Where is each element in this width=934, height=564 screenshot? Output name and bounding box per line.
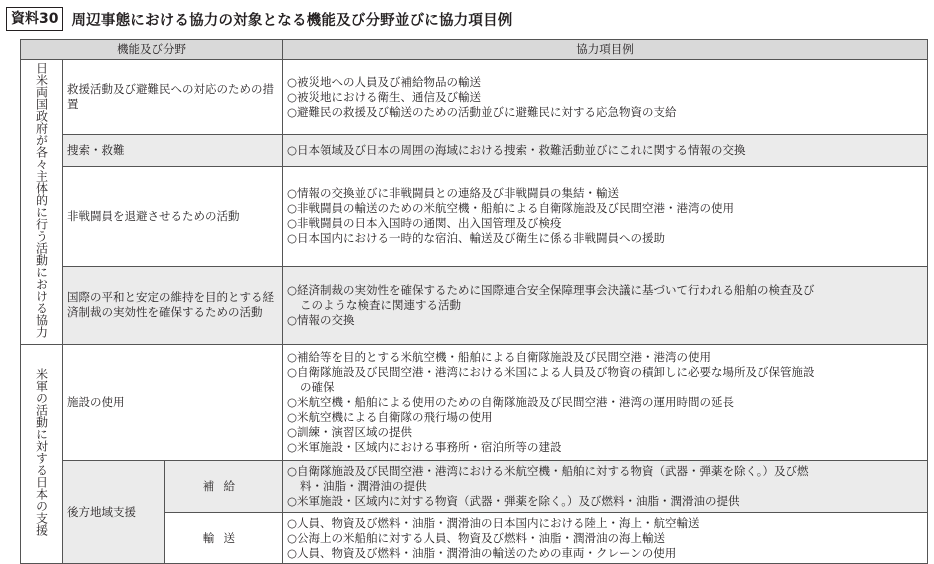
items-cell — [283, 60, 928, 135]
list-item: ○日本国内における一時的な宿泊、輸送及び衛生に係る非戦闘員への援助 — [287, 231, 666, 246]
area-cell: 捜索・救難 — [63, 135, 283, 167]
items-cell — [283, 513, 928, 564]
list-item: ○人員、物資及び燃料・油脂・潤滑油の日本国内における陸上・海上・航空輸送 — [287, 515, 700, 530]
area-cell: 後方地域支援 — [63, 461, 165, 564]
table-row — [21, 461, 928, 513]
section2-label-cell — [21, 345, 63, 564]
items-cell — [283, 167, 928, 267]
list-item: ○米軍施設・区域内における事務所・宿泊所等の建設 — [287, 440, 562, 454]
list-item: ○非戦闘員の輸送のための米航空機・船舶による自衛隊施設及び民間空港・港湾の使用 — [287, 201, 735, 216]
table-row — [21, 135, 928, 167]
area-cell: 施設の使用 — [63, 345, 283, 461]
area-cell: 国際の平和と安定の維持を目的とする経済制裁の実効性を確保するための活動 — [63, 266, 283, 344]
items-cell — [283, 345, 928, 461]
sub-area-supply: 補給 — [165, 461, 283, 513]
list-item: ○被災地への人員及び補給物品の輸送 — [287, 74, 482, 89]
title-row — [6, 6, 512, 32]
list-item: ○米軍施設・区域内に対する物資（武器・弾薬を除く。）及び燃料・油脂・潤滑油の提供 — [287, 494, 740, 508]
items-cell — [283, 266, 928, 344]
table-row — [21, 60, 928, 135]
list-item: ○日本領域及び日本の周囲の海域における捜索・救難活動並びにこれに関する情報の交換 — [287, 143, 746, 158]
table-header — [21, 40, 928, 60]
area-cell: 非戦闘員を退避させるための活動 — [63, 167, 283, 267]
sub-area-transport: 輸送 — [165, 513, 283, 564]
header-functions: 機能及び分野 — [21, 40, 283, 60]
list-item: ○避難民の救援及び輸送のための活動並びに避難民に対する応急物資の支給 — [287, 104, 677, 119]
list-item: ○経済制裁の実効性を確保するために国際連合安全保障理事会決議に基づいて行われる船舶の検査及び — [287, 282, 815, 297]
list-item: の確保 — [300, 380, 335, 394]
area-cell: 救援活動及び避難民への対応のための措置 — [63, 60, 283, 135]
document-label: 資料30 — [6, 7, 63, 31]
table-row — [21, 167, 928, 267]
cooperation-table — [20, 39, 928, 564]
items-cell — [283, 135, 928, 167]
list-item: ○情報の交換 — [287, 312, 355, 327]
list-item: 料・油脂・潤滑油の提供 — [300, 479, 427, 493]
list-item: ○自衛隊施設及び民間空港・港湾における米航空機・船舶に対する物資（武器・弾薬を除く。）及び燃 — [287, 464, 809, 478]
page-title: 周辺事態における協力の対象となる機能及び分野並びに協力項目例 — [71, 12, 513, 29]
list-item: ○米航空機による自衛隊の飛行場の使用 — [287, 410, 493, 424]
list-item: このような検査に関連する活動 — [300, 297, 461, 312]
header-items: 協力項目例 — [283, 40, 928, 60]
list-item: ○非戦闘員の日本入国時の通関、出入国管理及び検疫 — [287, 216, 562, 231]
items-cell — [283, 461, 928, 513]
list-item: ○公海上の米船舶に対する人員、物資及び燃料・油脂・潤滑油の海上輸送 — [287, 530, 666, 545]
section1-label-cell — [21, 60, 63, 345]
list-item: ○被災地における衛生、通信及び輸送 — [287, 89, 482, 104]
list-item: ○自衛隊施設及び民間空港・港湾における米国による人員及び物資の積卸しに必要な場所及び保管施設 — [287, 365, 815, 379]
list-item: ○人員、物資及び燃料・油脂・潤滑油の輸送のための車両・クレーンの使用 — [287, 545, 677, 560]
list-item: ○情報の交換並びに非戦闘員との連絡及び非戦闘員の集結・輸送 — [287, 186, 620, 201]
list-item: ○補給等を目的とする米航空機・船舶による自衛隊施設及び民間空港・港湾の使用 — [287, 350, 712, 364]
section2-label: 米軍の活動に対する日本の支援 — [34, 368, 49, 536]
list-item: ○米航空機・船舶による使用のための自衛隊施設及び民間空港・港湾の運用時間の延長 — [287, 395, 735, 409]
list-item: ○訓練・演習区域の提供 — [287, 425, 413, 439]
table-row — [21, 266, 928, 344]
section1-label: 日米両国政府が各々主体的に行う活動における協力 — [34, 62, 49, 338]
table-row — [21, 345, 928, 461]
